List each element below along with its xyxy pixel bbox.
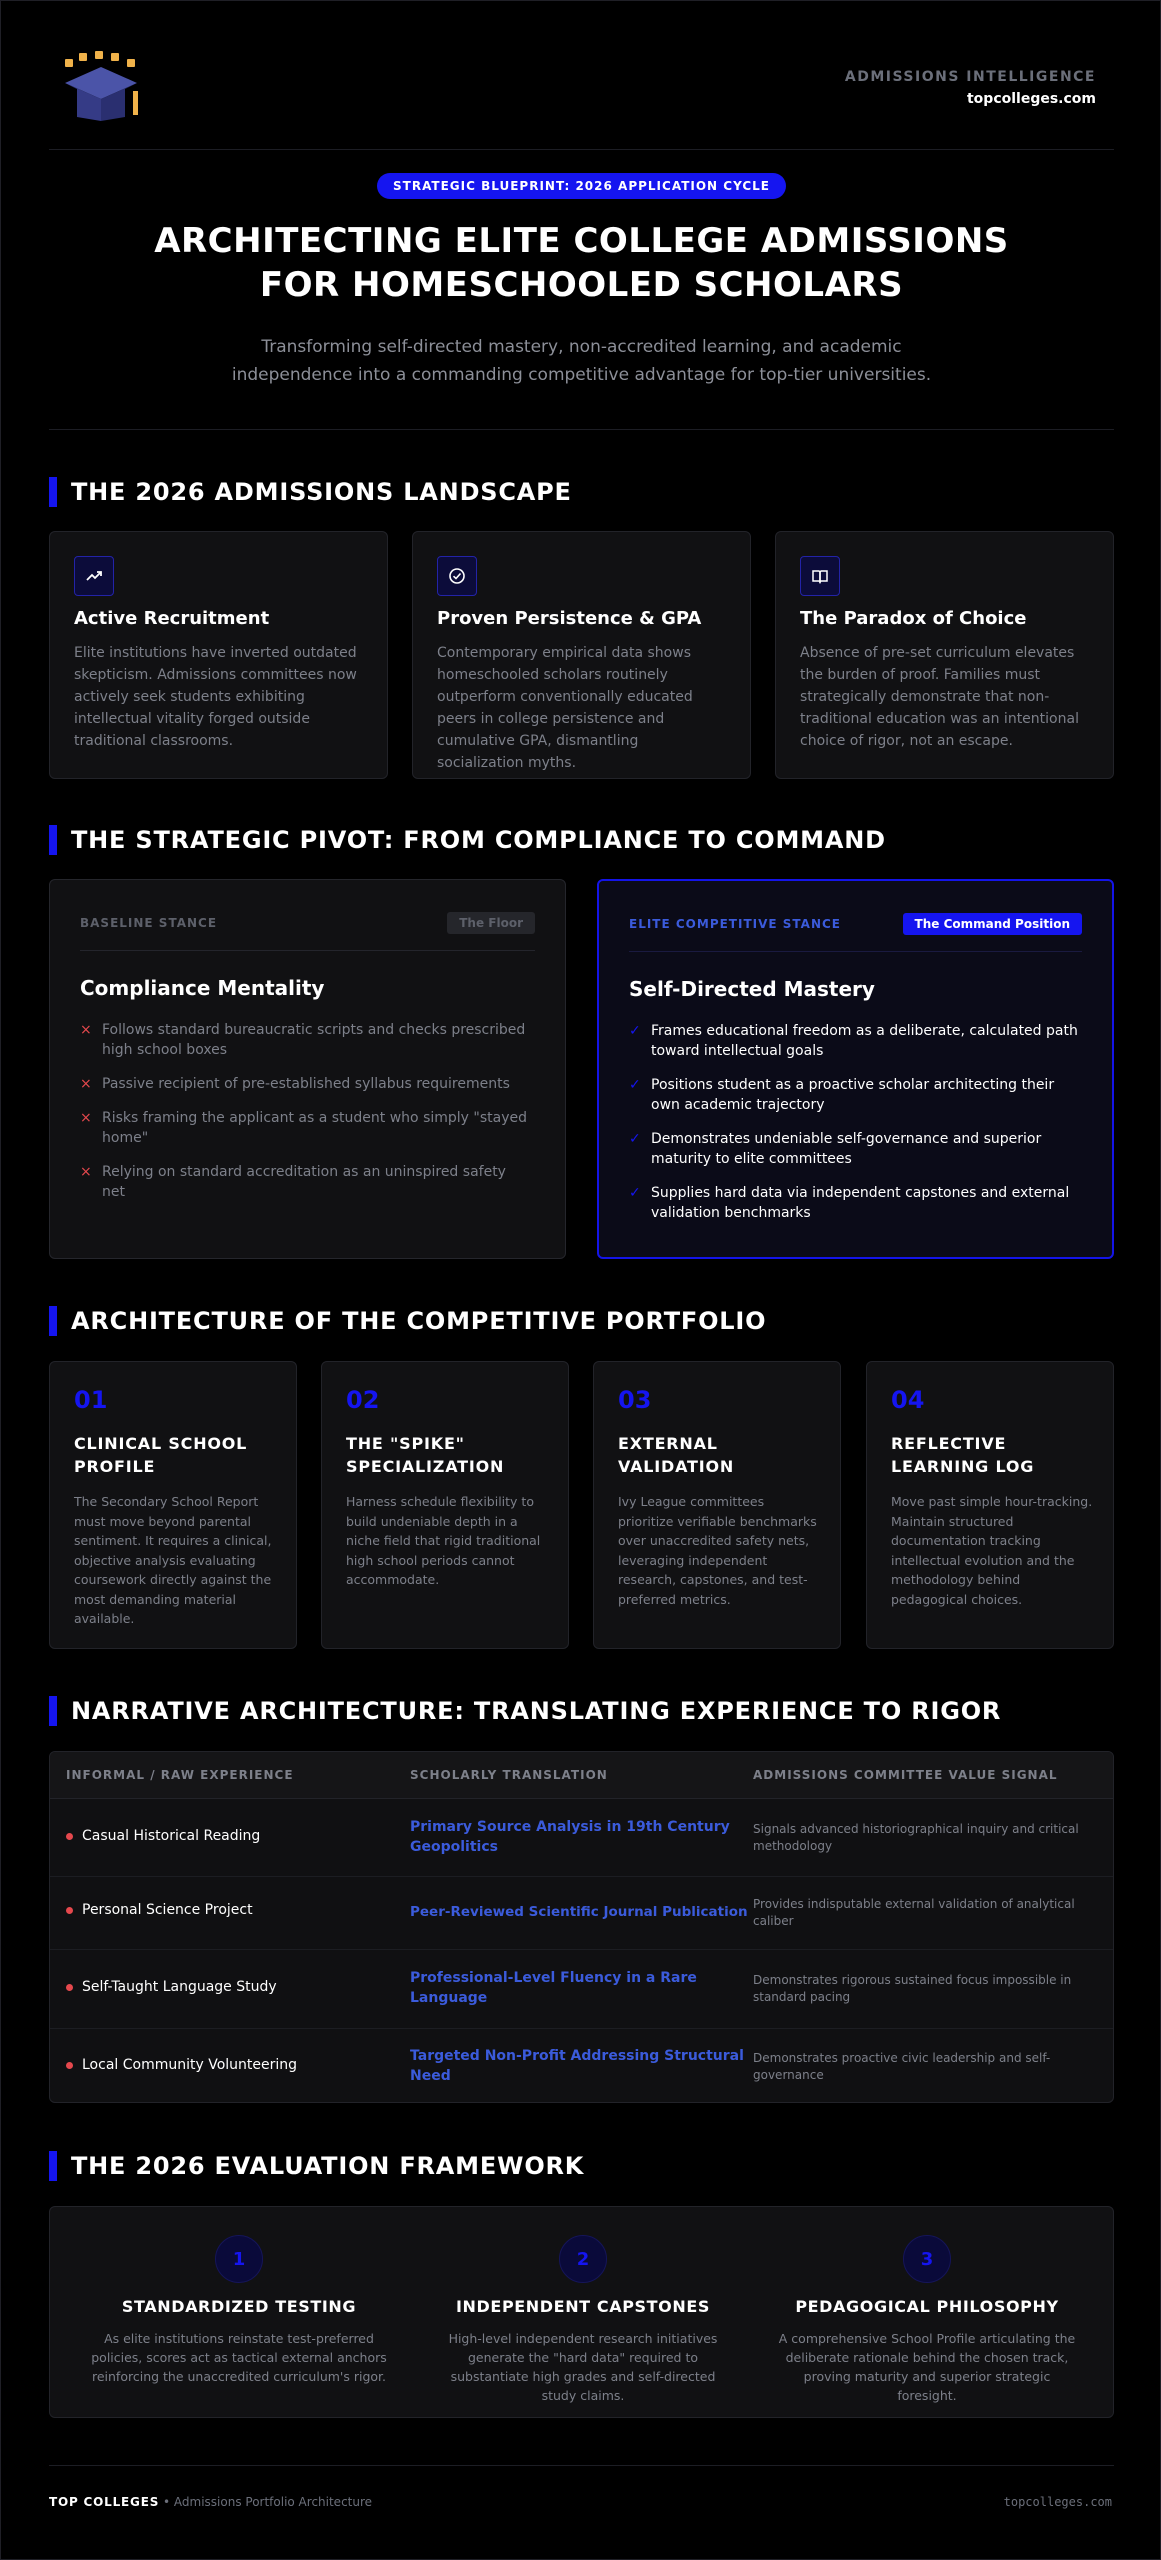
list-item: ✓ Supplies hard data via independent capstones and external validation benchmarks [629, 1185, 1070, 1221]
portfolio-card-body: Harness schedule flexibility to build undeniable depth in a niche field that rigid traditional high school periods cannot accommodate. [346, 1494, 541, 1587]
baseline-list [80, 1020, 530, 1216]
x-mark-icon: × [80, 1022, 92, 1038]
portfolio-card-title: CLINICAL SCHOOL PROFILE [74, 1434, 248, 1476]
baseline-tag: The Floor [447, 912, 535, 934]
check-mark-icon: ✓ [629, 1023, 641, 1039]
bullet-dot-icon [66, 1907, 73, 1914]
landscape-card-body: Absence of pre-set curriculum elevates the burden of proof. Families must strategically demonstrate that non-traditional education was an intentional choice of rigor, not an escape. [800, 645, 1079, 749]
scholarly-translation-cell: Targeted Non-Profit Addressing Structural Need [410, 2048, 744, 2084]
evaluation-item-body: As elite institutions reinstate test-preferred policies, scores act as tactical external anchors reinforcing the unaccredited curriculum's rigor. [91, 2331, 387, 2384]
footer-divider [49, 2465, 1114, 2466]
section-title-evaluation: THE 2026 EVALUATION FRAMEWORK [49, 2151, 584, 2181]
portfolio-card [321, 1361, 569, 1649]
elite-tag: The Command Position [903, 913, 1082, 935]
table-row [50, 1950, 1113, 2029]
hero-divider [49, 429, 1114, 430]
elite-heading: Self-Directed Mastery [629, 977, 875, 1001]
x-mark-icon: × [80, 1076, 92, 1092]
scholarly-translation-cell: Professional-Level Fluency in a Rare Language [410, 1970, 697, 2006]
list-item: ✓ Frames educational freedom as a deliberate, calculated path toward intellectual goals [629, 1023, 1078, 1059]
portfolio-card-number: 01 [74, 1386, 108, 1414]
portfolio-card [593, 1361, 841, 1649]
evaluation-item-title: STANDARDIZED TESTING [121, 2297, 357, 2316]
header-divider [49, 149, 1114, 150]
hero-badge: STRATEGIC BLUEPRINT: 2026 APPLICATION CYCLE [377, 173, 786, 199]
baseline-label: BASELINE STANCE [80, 916, 218, 930]
check-circle-icon [437, 556, 477, 596]
hero-subtitle: Transforming self-directed mastery, non-accredited learning, and academic independence into a commanding competitive advantage for top-tier universities. [231, 337, 932, 385]
landscape-card [775, 531, 1114, 779]
portfolio-card-title: EXTERNAL VALIDATION [618, 1434, 735, 1476]
evaluation-item-body: High-level independent research initiatives generate the "hard data" required to substantiate high grades and self-directed study claims. [448, 2331, 718, 2403]
value-signal-cell: Demonstrates proactive civic leadership and self-governance [753, 2051, 1051, 2082]
section-title-portfolio: ARCHITECTURE OF THE COMPETITIVE PORTFOLIO [49, 1306, 766, 1336]
column-header: SCHOLARLY TRANSLATION [410, 1768, 608, 1782]
bullet-dot-icon [66, 1984, 73, 1991]
check-mark-icon: ✓ [629, 1131, 641, 1147]
landscape-card-body: Elite institutions have inverted outdated skepticism. Admissions committees now actively seek students exhibiting intellectual vitality forged outside traditional classrooms. [74, 645, 357, 749]
list-item: ✓ Demonstrates undeniable self-governance and superior maturity to elite committees [629, 1131, 1042, 1167]
baseline-heading: Compliance Mentality [80, 976, 325, 1000]
landscape-card-body: Contemporary empirical data shows homeschooled scholars routinely outperform conventionally educated peers in college persistence and cumulative GPA, dismantling socialization myths. [437, 645, 693, 771]
step-number-badge: 3 [903, 2235, 951, 2283]
evaluation-item-body: A comprehensive School Profile articulating the deliberate rationale behind the chosen track, proving maturity and superior strategic foresight. [778, 2331, 1076, 2403]
column-header: INFORMAL / RAW EXPERIENCE [66, 1768, 294, 1782]
table-row [50, 2029, 1113, 2103]
landscape-card-title: Proven Persistence & GPA [437, 608, 702, 629]
evaluation-panel [49, 2206, 1114, 2418]
raw-experience-cell: Self-Taught Language Study [66, 1979, 277, 1995]
check-mark-icon: ✓ [629, 1185, 641, 1201]
scholarly-translation-cell: Peer-Reviewed Scientific Journal Publication [410, 1904, 748, 1920]
list-item: × Risks framing the applicant as a student who simply "stayed home" [80, 1110, 527, 1146]
landscape-card-title: The Paradox of Choice [800, 608, 1027, 629]
list-item: × Relying on standard accreditation as an uninspired safety net [80, 1164, 506, 1200]
landscape-card-title: Active Recruitment [74, 608, 270, 629]
x-mark-icon: × [80, 1110, 92, 1126]
portfolio-card-number: 04 [891, 1386, 925, 1414]
elite-label: ELITE COMPETITIVE STANCE [629, 917, 842, 931]
raw-experience-cell: Local Community Volunteering [66, 2057, 297, 2073]
step-number-badge: 1 [215, 2235, 263, 2283]
table-header [50, 1752, 1113, 1799]
portfolio-card [49, 1361, 297, 1649]
trending-up-icon [74, 556, 114, 596]
portfolio-card-body: Ivy League committees prioritize verifiable benchmarks over unaccredited safety nets, leveraging independent research, capstones, and test-preferred metrics. [618, 1494, 817, 1607]
elite-stance-panel [597, 879, 1114, 1259]
book-icon [800, 556, 840, 596]
portfolio-card-body: The Secondary School Report must move beyond parental sentiment. It requires a clinical, objective analysis evaluating coursework directly against the most demanding material available. [74, 1494, 272, 1626]
list-item: × Follows standard bureaucratic scripts and checks prescribed high school boxes [80, 1022, 526, 1058]
footer-site-link[interactable]: topcolleges.com [1003, 2495, 1112, 2509]
table-row [50, 1799, 1113, 1877]
list-item: × Passive recipient of pre-established syllabus requirements [80, 1076, 510, 1092]
landscape-card [49, 531, 388, 779]
portfolio-card-title: REFLECTIVE LEARNING LOG [891, 1434, 1035, 1476]
section-title-landscape: THE 2026 ADMISSIONS LANDSCAPE [49, 477, 572, 507]
step-number-badge: 2 [559, 2235, 607, 2283]
bullet-dot-icon [66, 2062, 73, 2069]
value-signal-cell: Demonstrates rigorous sustained focus impossible in standard pacing [753, 1973, 1072, 2004]
header-kicker: ADMISSIONS INTELLIGENCE [844, 69, 1096, 85]
x-mark-icon: × [80, 1164, 92, 1180]
portfolio-card-number: 02 [346, 1386, 380, 1414]
portfolio-card-number: 03 [618, 1386, 652, 1414]
narrative-table [49, 1751, 1114, 2103]
evaluation-item-title: PEDAGOGICAL PHILOSOPHY [795, 2297, 1059, 2316]
raw-experience-cell: Personal Science Project [66, 1902, 253, 1918]
list-item: ✓ Positions student as a proactive scholar architecting their own academic trajectory [629, 1077, 1055, 1113]
portfolio-card-title: THE "SPIKE" SPECIALIZATION [346, 1434, 505, 1476]
footer-brand: TOP COLLEGES • Admissions Portfolio Architecture [49, 2495, 373, 2509]
column-header: ADMISSIONS COMMITTEE VALUE SIGNAL [753, 1768, 1058, 1782]
landscape-card [412, 531, 751, 779]
baseline-stance-panel [49, 879, 566, 1259]
bullet-dot-icon [66, 1833, 73, 1840]
graduation-cap-logo [61, 49, 151, 129]
header-site-link[interactable]: topcolleges.com [966, 91, 1096, 107]
scholarly-translation-cell: Primary Source Analysis in 19th Century Geopolitics [410, 1819, 730, 1855]
portfolio-card [866, 1361, 1114, 1649]
table-row [50, 1877, 1113, 1950]
section-title-narrative: NARRATIVE ARCHITECTURE: TRANSLATING EXPERIENCE TO RIGOR [49, 1696, 1001, 1726]
section-title-pivot: THE STRATEGIC PIVOT: FROM COMPLIANCE TO COMMAND [49, 825, 886, 855]
elite-list [629, 1021, 1079, 1237]
value-signal-cell: Provides indisputable external validation of analytical caliber [753, 1897, 1075, 1928]
evaluation-item-title: INDEPENDENT CAPSTONES [455, 2297, 711, 2316]
check-mark-icon: ✓ [629, 1077, 641, 1093]
portfolio-card-body: Move past simple hour-tracking. Maintain structured documentation tracking intellectual evolution and the methodology behind pedagogical choices. [891, 1494, 1093, 1607]
raw-experience-cell: Casual Historical Reading [66, 1828, 260, 1844]
value-signal-cell: Signals advanced historiographical inquiry and critical methodology [753, 1822, 1079, 1853]
hero-title: ARCHITECTING ELITE COLLEGE ADMISSIONS FOR HOMESCHOOLED SCHOLARS [154, 221, 1009, 305]
